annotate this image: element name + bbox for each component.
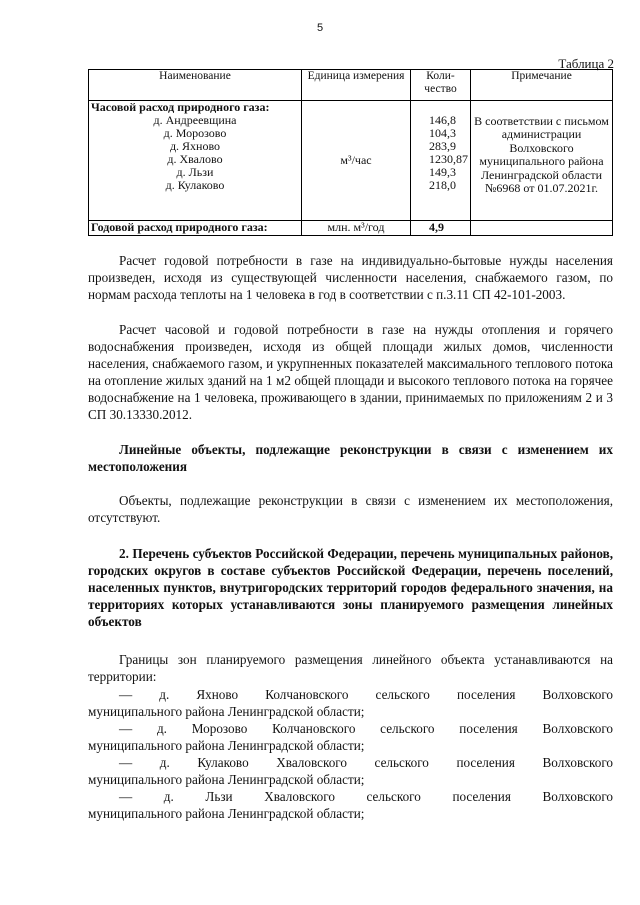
quantity-value: 149,3 [429, 165, 456, 179]
annual-title: Годовой расход природного газа: [89, 221, 302, 236]
locality-name: д. Морозово [163, 126, 227, 140]
annual-note-empty [471, 221, 613, 236]
quantity-value: 218,0 [429, 178, 456, 192]
list-item-tail: муниципального района Ленинградской области; [88, 806, 365, 821]
locality-name: д. Льзи [176, 165, 214, 179]
hourly-names-cell [89, 101, 302, 221]
list-item-tail: муниципального района Ленинградской области; [88, 772, 365, 787]
quantity-value: 1230,87 [429, 152, 468, 166]
paragraph-zone-borders: Границы зон планируемого размещения линейного объекта устанавливаются на территории: [88, 652, 613, 684]
list-item [88, 720, 613, 754]
list-item-lead: — д. Льзи Хваловского сельского поселения Волховского [119, 789, 613, 804]
header-note: Примечание [471, 70, 613, 101]
heading-section-2: 2. Перечень субъектов Российской Федерации, перечень муниципальных районов, городских округов в составе субъектов Российской Федерации, перечень поселений, населенных пунктов, внутригородских территорий городов федерального значения, на территориях которых устанавливаются зоны планируемого размещения линейных объектов [88, 546, 613, 629]
list-item-lead: — д. Яхново Колчановского сельского поселения Волховского [119, 687, 613, 702]
page-number: 5 [316, 22, 324, 34]
paragraph-annual-demand: Расчет годовой потребности в газе на индивидуально-бытовые нужды населения произведен, исходя из существующей численности населения, снабжаемого газом, по нормам расхода теплоты на 1 человека в год в соответствии с п.3.11 СП 42-101-2003. [88, 253, 613, 302]
list-item [88, 788, 613, 822]
annual-row [89, 221, 613, 236]
header-quantity: Коли-чество [411, 70, 471, 101]
paragraph-heating-demand: Расчет часовой и годовой потребности в газе на нужды отопления и горячего водоснабжения произведен, исходя из общей площади жилых домов, численности населения, снабжаемого газом, и укрупненных показателей максимального теплового потока на отопление жилых зданий на 1 м2 общей площади и высокого теплового потока на горячее водоснабжение на 1 человека, проживающего в здании, принимаемых по приложениям 2 и 3 СП 30.13330.2012. [88, 322, 613, 422]
quantity-value: 283,9 [429, 139, 456, 153]
list-item-tail: муниципального района Ленинградской области; [88, 704, 365, 719]
hourly-row [89, 101, 613, 221]
paragraph-no-objects: Объекты, подлежащие реконструкции в связи с изменением их местоположения, отсутствуют. [88, 493, 613, 525]
annual-quantity: 4,9 [411, 221, 471, 236]
hourly-quantities-cell [411, 101, 471, 221]
locality-name: д. Андреевщина [153, 113, 237, 127]
hourly-title: Часовой расход природного газа: [91, 100, 270, 114]
list-item [88, 686, 613, 720]
heading-reconstruction: Линейные объекты, подлежащие реконструкции в связи с изменением их местоположения [88, 442, 613, 474]
list-item [88, 754, 613, 788]
quantity-value: 104,3 [429, 126, 456, 140]
note-cell: В соответствии с письмом администрации Волховского муниципального района Ленинградской области №6968 от 01.07.2021г. [471, 101, 613, 221]
gas-consumption-table [88, 69, 613, 236]
header-name: Наименование [89, 70, 302, 101]
locality-name: д. Хвалово [167, 152, 223, 166]
list-item-lead: — д. Кулаково Хваловского сельского поселения Волховского [119, 755, 613, 770]
quantity-value: 146,8 [429, 113, 456, 127]
locality-name: д. Кулаково [165, 178, 225, 192]
list-item-tail: муниципального района Ленинградской области; [88, 738, 365, 753]
locality-name: д. Яхново [169, 139, 221, 153]
annual-unit: млн. м³/год [302, 221, 411, 236]
header-unit: Единица измерения [302, 70, 411, 101]
hourly-unit: м³/час [302, 101, 411, 221]
table-caption: Таблица 2 [558, 56, 614, 71]
list-item-lead: — д. Морозово Колчановского сельского поселения Волховского [119, 721, 613, 736]
table-header-row [89, 70, 613, 101]
territory-list [88, 686, 613, 822]
